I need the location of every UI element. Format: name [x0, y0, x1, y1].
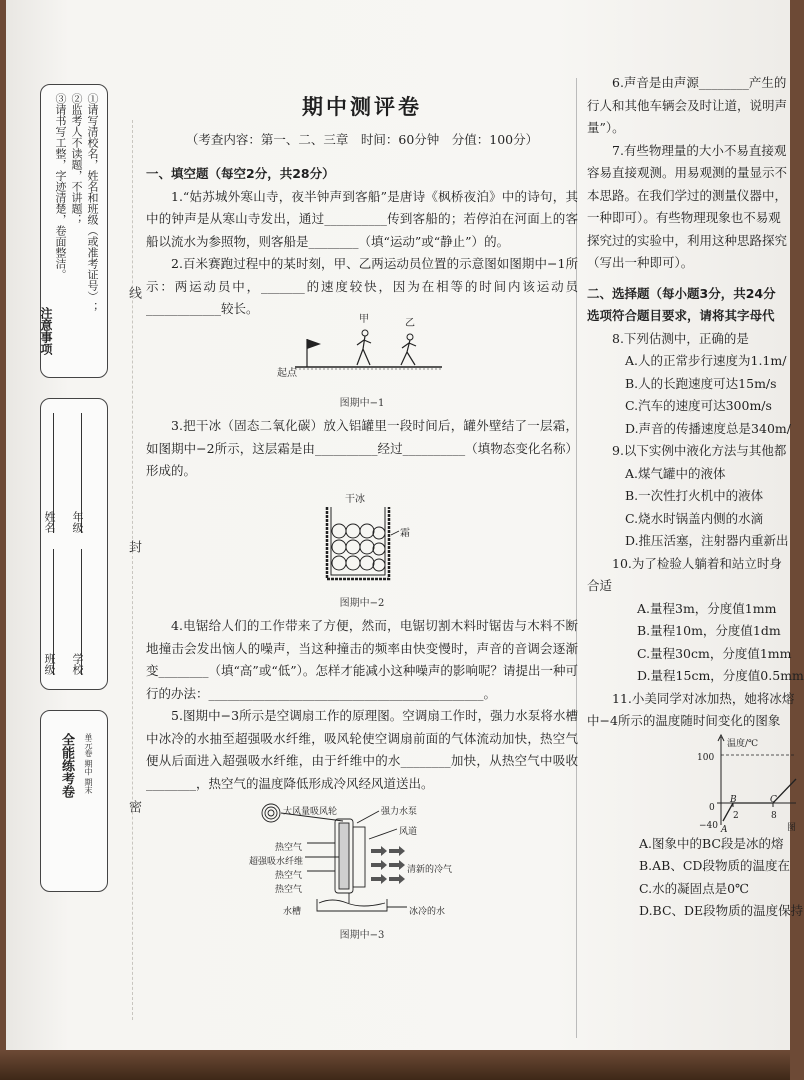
q9-option-c: C.烧水时锅盖内侧的水滴	[625, 510, 764, 526]
q10-option-b: B.量程10m，分度值1dm	[637, 623, 781, 638]
table-surface	[0, 1050, 790, 1080]
graph-point-b: B	[730, 794, 737, 805]
figure-air-cooler	[247, 799, 477, 919]
grade-label: 年级	[71, 511, 84, 533]
name-label: 姓名	[43, 511, 56, 533]
question-7: 7.有些物理量的大小不易直接观	[612, 142, 787, 158]
name-field[interactable]	[43, 413, 56, 533]
label-air-duct: 风道	[399, 827, 418, 837]
label-hot-air-1: 热空气	[275, 843, 303, 853]
question-4: 4.电锯给人们的工作带来了方便，然而，电锯切割木料时锯齿与木料不断地撞击会发出恼人的噪声，当这种撞击的频率由快变慢时，声音的音调会逐渐变________（填“高”或“低”）。怎样才能减小这种噪声的影响呢？请提出一种可行的办法：____________________________________________。	[146, 618, 578, 701]
q8-option-b: B.人的长跑速度可达15m/s	[625, 375, 777, 391]
graph-y0: 0	[709, 802, 715, 813]
question-5: 5.图期中−3所示是空调扇工作的原理图。空调扇工作时，强力水泵将水槽中冰冷的水抽至超强吸水纤维，吸风轮使空调扇前面的气体流动加快，热空气便从后面进入超强吸水纤维，由于纤维中的水________加快，从热空气中吸收________，热空气的温度降低形成冷风经风道送出。	[146, 708, 578, 791]
label-yi: 乙	[405, 317, 415, 329]
q10-option-c: C.量程30cm，分度值1mm	[637, 645, 792, 661]
label-frost: 霜	[400, 527, 410, 539]
q11-option-d: D.BC、DE段物质的温度保持	[639, 903, 804, 918]
binding-mark-seal: 封	[126, 540, 141, 553]
q9-option-a: A.煤气罐中的液体	[625, 465, 726, 481]
label-water-pump: 强力水泵	[381, 807, 418, 817]
graph-point-a: A	[721, 824, 728, 835]
label-dry-ice: 干冰	[345, 493, 365, 505]
exam-title: 期中测评卷	[302, 95, 422, 119]
question-10: 10.为了检验人躺着和站立时身	[612, 555, 782, 571]
grade-field[interactable]	[71, 413, 84, 533]
q11-option-c: C.水的凝固点是0℃	[639, 880, 750, 896]
q9-option-d: D.推压活塞，注射器内重新出	[625, 533, 789, 548]
class-field[interactable]	[43, 549, 56, 675]
school-field[interactable]	[71, 549, 84, 675]
q8-option-d: D.声音的传播速度总是340m/	[625, 420, 791, 436]
label-start: 起点	[277, 367, 297, 379]
brand-box	[40, 710, 108, 892]
question-7-line-4: 一种即可）。有些物理现象也不易观	[587, 210, 781, 225]
label-cool-air: 清新的冷气	[407, 865, 453, 875]
question-9: 9.以下实例中液化方法与其他都	[612, 443, 787, 458]
label-water-tank: 水槽	[283, 907, 302, 917]
question-7-line-6: （写出一种即可）。	[587, 255, 694, 270]
notice-item-3: ③请书写工整，字迹清楚，卷面整洁。	[54, 93, 67, 280]
question-3: 3.把干冰（固态二氧化碳）放入铝罐里一段时间后，罐外壁结了一层霜，如图期中−2所示，这层霜是由__________经过__________（填物态变化名称）形成的。	[146, 418, 578, 478]
exam-page	[6, 0, 804, 1072]
graph-caption: 图	[787, 822, 797, 833]
brand-small-text: 单元卷 期中 期末	[84, 733, 93, 795]
student-info-box	[40, 398, 108, 690]
section1-heading: 一、填空题（每空2分，共28分）	[146, 166, 335, 181]
figure-3-caption: 图期中−3	[339, 930, 385, 941]
figure-2-caption: 图期中−2	[339, 597, 385, 609]
label-fiber: 超强吸水纤维	[249, 857, 304, 867]
question-10-line-2: 合适	[587, 578, 613, 593]
race-diagram	[277, 325, 447, 375]
q9-option-b: B.一次性打火机中的液体	[625, 488, 764, 503]
q11-option-b: B.AB、CD段物质的温度在	[639, 858, 790, 873]
question-7-line-2: 容易直接观测。用易观测的量显示不	[587, 165, 788, 180]
q11-option-a: A.图象中的BC段是冰的熔	[639, 835, 784, 851]
question-8: 8.下列估测中，正确的是	[612, 330, 749, 346]
question-6-line-2: 行人和其他车辆会及时让道，说明声	[587, 97, 788, 113]
q8-option-a: A.人的正常步行速度为1.1m/	[625, 353, 787, 368]
question-6-line-3: 量”）。	[587, 120, 625, 135]
figure-race	[277, 313, 447, 387]
label-hot-air-3: 热空气	[275, 885, 303, 895]
q10-option-d: D.量程15cm，分度值0.5mm	[637, 668, 804, 683]
exam-subtitle: （考查内容：第一、二、三章 时间：60分钟 分值：100分）	[185, 131, 539, 147]
graph-point-c: C	[770, 794, 777, 805]
question-7-line-5: 探究过的实验中，利用这种思路探究	[587, 232, 788, 248]
temperature-graph-svg	[587, 733, 796, 833]
question-11: 11.小美同学对冰加热，她将冰熔	[612, 690, 795, 706]
question-1: 1.“姑苏城外寒山寺，夜半钟声到客船”是唐诗《枫桥夜泊》中的诗句，其中的钟声是从寒山寺发出，通过__________传到客船的；若停泊在河面上的客船以流水为参照物，则客船是________（填“运动”或“静止”）的。	[146, 188, 578, 249]
temperature-graph	[587, 733, 796, 833]
binding-mark-secret: 密	[126, 800, 141, 813]
graph-x2: 2	[733, 810, 739, 821]
q10-option-a: A.量程3m，分度值1mm	[637, 600, 777, 616]
graph-y100: 100	[697, 752, 715, 763]
q8-option-c: C.汽车的速度可达300m/s	[625, 398, 772, 413]
brand-title: 全能练考卷	[59, 733, 74, 798]
label-fan-wheel: 大风量吸风轮	[283, 807, 338, 817]
graph-x8: 8	[771, 810, 777, 821]
figure-1-caption: 图期中−1	[339, 397, 385, 409]
binding-mark-line: 线	[126, 286, 141, 299]
label-jia: 甲	[359, 313, 369, 325]
binding-dashed-line	[132, 120, 134, 1020]
figure-dry-ice	[307, 487, 417, 587]
main-column	[146, 90, 578, 948]
graph-yneg: −40	[699, 820, 718, 831]
section2-heading-line-2: 选项符合题目要求，请将其字母代	[587, 308, 775, 323]
notice-box	[40, 84, 108, 378]
question-7-line-3: 本思路。在我们学过的测量仪器中，	[587, 187, 788, 203]
question-11-line-2: 中−4所示的温度随时间变化的图象	[587, 713, 781, 728]
class-label: 班级	[43, 653, 56, 675]
notice-heading: 注意事项	[39, 307, 53, 355]
right-column	[587, 72, 804, 923]
graph-ylabel: 温度/℃	[727, 738, 759, 749]
question-2: 2.百米赛跑过程中的某时刻，甲、乙两运动员位置的示意图如图期中−1所示：两运动员中，_______的速度较快，因为在相等的时间内该运动员____________较长。	[146, 256, 578, 316]
section2-heading: 二、选择题（每小题3分，共24分	[587, 285, 776, 301]
question-6: 6.声音是由声源________产生的	[612, 75, 787, 90]
notice-item-2: ②监考人不读题，不讲题；	[70, 93, 83, 225]
label-hot-air-2: 热空气	[275, 871, 303, 881]
label-cold-water: 冰冷的水	[409, 907, 446, 917]
notice-item-1: ①请写清校名，姓名和班级（或准考证号）；	[86, 93, 99, 313]
school-label: 学校	[71, 653, 84, 675]
